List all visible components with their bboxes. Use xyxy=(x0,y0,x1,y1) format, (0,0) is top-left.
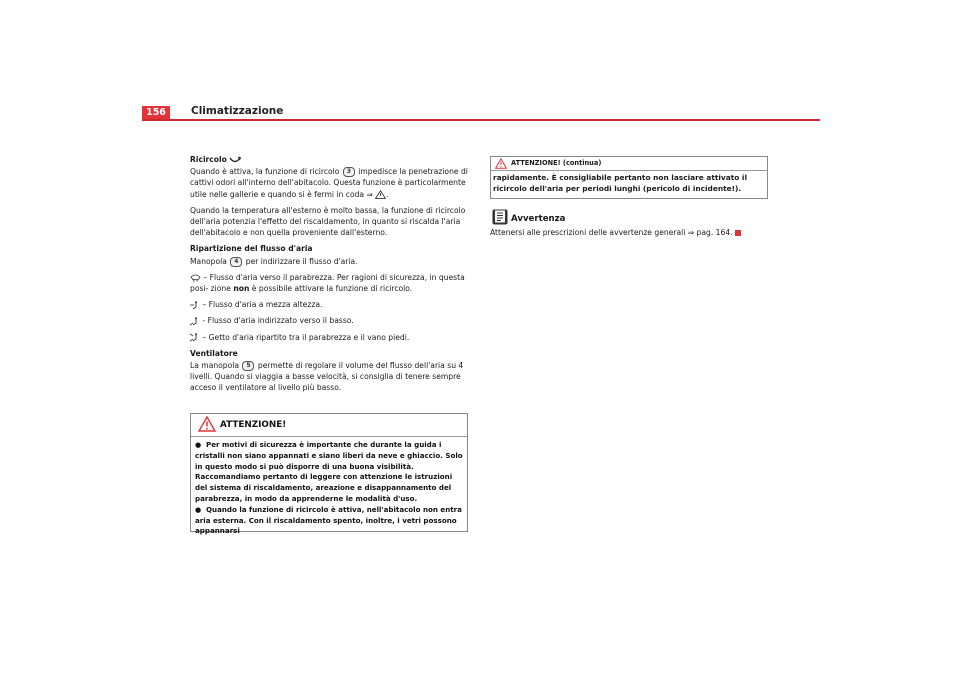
warning-body xyxy=(191,437,467,537)
recirc-p1c: . xyxy=(386,189,389,199)
callout-4: 4 xyxy=(230,257,242,267)
airflow-feet-icon xyxy=(190,317,200,326)
warning-continued-box xyxy=(490,156,768,199)
fan-pa: La manopola xyxy=(190,361,240,371)
dist-item4: – Getto d'aria ripartito tra il parabrezza e il vano piedi. xyxy=(202,332,410,342)
windscreen-defrost-icon xyxy=(190,274,201,282)
airflow-face-icon xyxy=(190,301,200,310)
dist-item1b: è possibile attivare la funzione di ricircolo. xyxy=(251,284,413,294)
note-title: Avvertenza xyxy=(511,214,566,224)
bullet-icon: ● xyxy=(195,440,202,449)
fan-heading: Ventilatore xyxy=(190,348,238,358)
recirc-p1a: Quando è attiva, la funzione di ricircolo xyxy=(190,167,340,177)
dist-pb: per indirizzare il flusso d'aria. xyxy=(245,256,358,266)
dist-item1-bold: non xyxy=(233,284,250,294)
bullet-icon: ● xyxy=(195,504,202,514)
header-rule xyxy=(142,119,820,121)
warning-continued-text: rapidamente. È consigliabile pertanto non lasciare attivato il ricircolo dell'aria per periodi lunghi (pericolo di incidente!). xyxy=(493,173,747,193)
callout-3: 3 xyxy=(343,167,355,177)
warning-title: ATTENZIONE! xyxy=(220,420,287,430)
warning-triangle-icon xyxy=(375,189,389,199)
dist-heading: Ripartizione del flusso d'aria xyxy=(190,244,313,254)
page-number: 156 xyxy=(142,106,170,119)
dist-pa: Manopola xyxy=(190,256,227,266)
chapter-title: Climatizzazione xyxy=(191,105,284,117)
dist-item3: - Flusso d'aria indirizzato verso il basso. xyxy=(202,316,354,326)
warning-header xyxy=(191,414,467,437)
recirc-heading: Ricircolo xyxy=(190,155,227,164)
end-of-section-marker xyxy=(735,230,741,236)
warning-bullet-2: Quando la funzione di ricircolo è attiva, nell'abitacolo non entra aria esterna. Con il riscaldamento spento, inoltre, i vetri possono appannarsi xyxy=(195,504,462,536)
warning-box xyxy=(190,413,468,536)
callout-5: 5 xyxy=(242,361,254,371)
warning-triangle-icon xyxy=(198,416,216,432)
note-icon xyxy=(492,209,508,225)
fan-pb: permette di regolare il volume del flusso dell'aria su 4 livelli. Quando si viaggia a basse velocità, si consiglia di tenere sempre acceso il ventilatore al livello più basso. xyxy=(190,361,464,393)
airflow-windscreen-feet-icon xyxy=(190,333,200,342)
warning-continued-header xyxy=(491,157,767,171)
warning-triangle-icon xyxy=(495,158,507,169)
left-column xyxy=(190,154,468,399)
note-text-line xyxy=(490,228,741,237)
warning-continued-title: ATTENZIONE! (continua) xyxy=(511,159,602,167)
note-text: Attenersi alle prescrizioni delle avvertenze generali ⇒ pag. 164. xyxy=(490,228,733,237)
warning-bullet-1: Per motivi di sicurezza è importante che durante la guida i cristalli non siano appannati e siano liberi da neve e ghiaccio. Solo in questo modo si può disporre di una buona visibilità. Raccomandiamo pertanto di leggere con attenzione le istruzioni del sistema di riscaldamento, areazione e disappannamento del parabrezza, in modo da apprenderne le modalità d'uso. xyxy=(195,440,463,503)
recirc-p1b: impedisce la penetrazione di cattivi odori all'interno dell'abitacolo. Questa funzione è particolarmente utile nelle gallerie e quando si è fermi in coda ⇒ xyxy=(190,167,468,199)
recirc-p2: Quando la temperatura all'esterno è molto bassa, la funzione di ricircolo dell'aria potenzia l'effetto del riscaldamento, in quanto si riscalda l'aria dell'abitacolo e non quella proveniente dall'esterno. xyxy=(190,205,466,238)
recirculation-icon xyxy=(229,156,241,164)
dist-item2: – Flusso d'aria a mezza altezza. xyxy=(202,300,323,310)
dist-item1a: – Flusso d'aria verso il parabrezza. Per ragioni di sicurezza, in questa posi- zione xyxy=(190,272,465,294)
